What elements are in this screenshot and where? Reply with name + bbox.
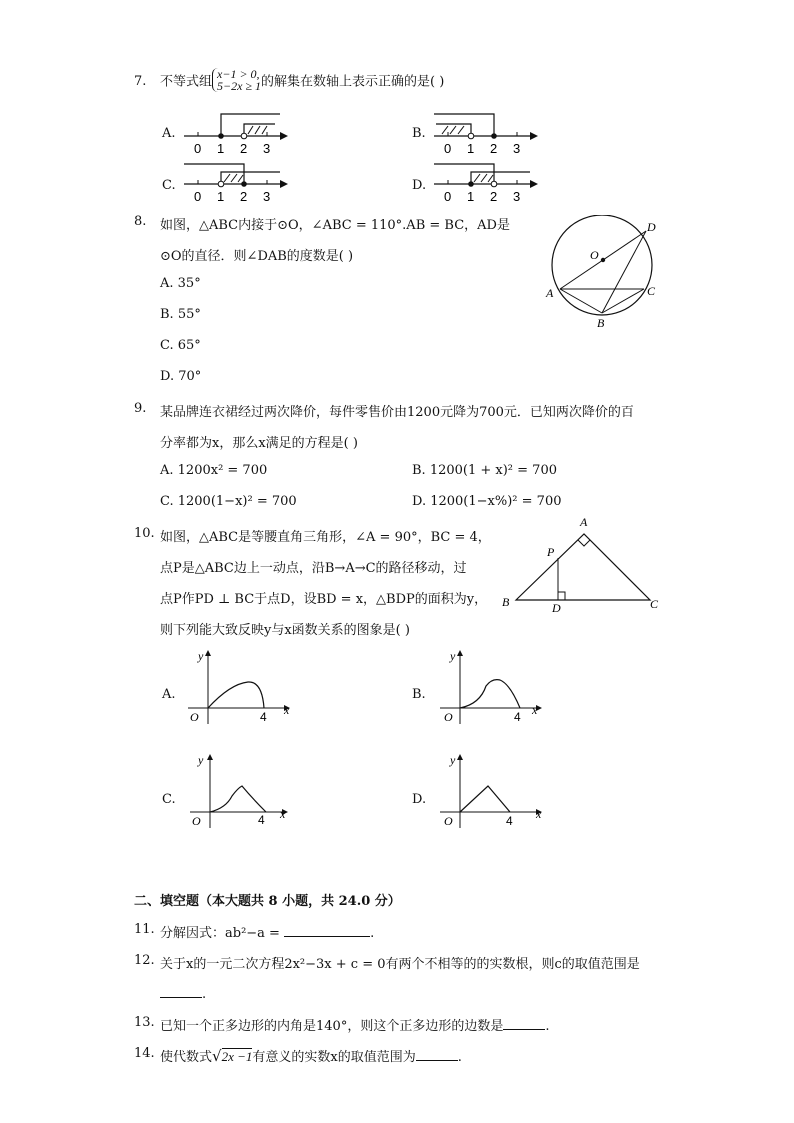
q10-stem-line2: 点P是△ABC边上一动点，沿B→A→C的路径移动，过 bbox=[160, 561, 467, 576]
tick-label: 2 bbox=[240, 141, 248, 156]
q8-option-a[interactable]: A. 35° bbox=[160, 276, 201, 291]
q10-stem-line3: 点P作PD ⊥ BC于点D，设BD = x，△BDP的面积为y， bbox=[160, 592, 488, 607]
tick-label: 4 bbox=[514, 710, 521, 724]
q10-triangle-figure bbox=[498, 512, 668, 612]
x-label: x bbox=[536, 807, 542, 821]
q14-number: 14. bbox=[134, 1046, 155, 1061]
label-a: A bbox=[546, 286, 554, 300]
q13-end: . bbox=[545, 1019, 550, 1034]
label-p: P bbox=[547, 545, 555, 559]
q7-stem bbox=[160, 68, 444, 92]
y-label: y bbox=[198, 753, 204, 767]
q10-option-c-label[interactable]: C. bbox=[162, 792, 176, 807]
q14-end: . bbox=[457, 1050, 462, 1065]
q10-stem-line1: 如图，△ABC是等腰直角三角形，∠A = 90°，BC = 4， bbox=[160, 530, 491, 545]
q9-stem-line1: 某品牌连衣裙经过两次降价，每件零售价由1200元降为700元．已知两次降价的百 bbox=[160, 405, 634, 420]
q8-option-d[interactable]: D. 70° bbox=[160, 369, 202, 384]
curve bbox=[460, 786, 510, 812]
sqrt-icon: √ bbox=[212, 1047, 222, 1065]
tick-label: 0 bbox=[444, 189, 452, 204]
curve bbox=[208, 682, 264, 708]
tick-label: 3 bbox=[263, 141, 271, 156]
curve bbox=[460, 680, 520, 708]
q10-stem-line4: 则下列能大致反映y与x函数关系的图象是( ) bbox=[160, 623, 410, 638]
center-dot bbox=[601, 258, 605, 262]
q7-number-line-c[interactable] bbox=[180, 160, 290, 210]
tick-label: 4 bbox=[260, 710, 267, 724]
q10-graph-c[interactable] bbox=[186, 752, 296, 832]
q8-stem-line1: 如图，△ABC内接于⊙O，∠ABC = 110°.AB = BC，AD是 bbox=[160, 218, 510, 233]
q13-answer-blank[interactable] bbox=[503, 1016, 545, 1030]
label-b: B bbox=[502, 595, 510, 609]
y-label: y bbox=[450, 753, 456, 767]
right-angle-mark-d bbox=[558, 592, 565, 600]
x-label: x bbox=[280, 807, 286, 821]
ray-right bbox=[221, 114, 280, 136]
q11-number: 11. bbox=[134, 922, 155, 937]
q12-stem-line2 bbox=[160, 984, 206, 1002]
q9-option-c[interactable]: C. 1200(1−x)² = 700 bbox=[160, 494, 297, 509]
q7-suffix: 的解集在数轴上表示正确的是( ) bbox=[261, 74, 445, 90]
q12-number: 12. bbox=[134, 953, 155, 968]
q7-number: 7. bbox=[134, 74, 147, 89]
q9-number: 9. bbox=[134, 401, 147, 416]
q8-number: 8. bbox=[134, 214, 147, 229]
q14-stem bbox=[160, 1046, 462, 1065]
origin-label: O bbox=[444, 710, 453, 724]
x-label: x bbox=[532, 703, 538, 717]
arrow-icon bbox=[530, 180, 538, 188]
q9-option-b[interactable]: B. 1200(1 + x)² = 700 bbox=[412, 463, 557, 478]
origin-label: O bbox=[444, 814, 453, 828]
section-title: 二、填空题（本大题共 8 小题，共 24.0 分） bbox=[134, 894, 401, 909]
label-c: C bbox=[650, 597, 659, 611]
label-d: D bbox=[552, 601, 561, 612]
tick-label: 0 bbox=[194, 189, 202, 204]
q7-number-line-b[interactable] bbox=[430, 108, 550, 158]
right-angle-mark-a bbox=[578, 540, 590, 546]
tick-label: 4 bbox=[258, 813, 265, 827]
q13-number: 13. bbox=[134, 1015, 155, 1030]
y-label: y bbox=[450, 649, 456, 663]
tick-label: 1 bbox=[217, 189, 225, 204]
arrow-icon bbox=[205, 650, 211, 656]
origin-label: O bbox=[192, 814, 201, 828]
q9-option-a[interactable]: A. 1200x² = 700 bbox=[160, 463, 268, 478]
hatch bbox=[474, 174, 493, 182]
open-dot bbox=[218, 181, 224, 187]
q7-option-c-label[interactable]: C. bbox=[162, 178, 176, 193]
open-dot bbox=[468, 133, 474, 139]
tick-label: 0 bbox=[444, 141, 452, 156]
q7-number-line-d[interactable] bbox=[430, 160, 550, 210]
tick-label: 2 bbox=[490, 189, 498, 204]
q13-text: 已知一个正多边形的内角是140°，则这个正多边形的边数是 bbox=[160, 1019, 504, 1034]
hatch bbox=[224, 174, 243, 182]
arrow-icon bbox=[207, 754, 213, 760]
label-c: C bbox=[647, 284, 656, 298]
tick-label: 1 bbox=[217, 141, 225, 156]
arrow-icon bbox=[457, 650, 463, 656]
q10-option-d-label[interactable]: D. bbox=[412, 792, 427, 807]
q8-stem-line2: ⊙O的直径．则∠DAB的度数是( ) bbox=[160, 249, 354, 264]
q7-sys-line2: 5−2x ≥ 1 bbox=[217, 79, 262, 93]
solid-dot bbox=[241, 181, 247, 187]
q9-stem-line2: 分率都为x，那么x满足的方程是( ) bbox=[160, 436, 358, 451]
q7-option-a-label[interactable]: A. bbox=[162, 126, 176, 141]
solid-dot bbox=[218, 133, 224, 139]
q8-option-b[interactable]: B. 55° bbox=[160, 307, 201, 322]
q14-answer-blank[interactable] bbox=[416, 1047, 458, 1061]
tick-label: 0 bbox=[194, 141, 202, 156]
q11-end: . bbox=[370, 926, 375, 941]
arrow-icon bbox=[280, 180, 288, 188]
y-label: y bbox=[198, 649, 204, 663]
solid-dot bbox=[468, 181, 474, 187]
ray-left bbox=[434, 164, 494, 184]
q11-stem bbox=[160, 922, 374, 941]
q14-radicand: 2x −1 bbox=[221, 1049, 253, 1064]
tick-label: 2 bbox=[490, 141, 498, 156]
q10-number: 10. bbox=[134, 526, 155, 541]
q14-suffix: 有意义的实数x的取值范围为 bbox=[252, 1050, 416, 1065]
q13-stem bbox=[160, 1015, 549, 1034]
q7-sys-line1: x−1 > 0, bbox=[217, 67, 260, 81]
q12-stem-line1: 关于x的一元二次方程2x²−3x + c = 0有两个不相等的的实数根，则c的取值范围是 bbox=[160, 957, 640, 972]
segment-ab bbox=[560, 289, 602, 313]
tick-label: 1 bbox=[467, 189, 475, 204]
q10-graph-b[interactable] bbox=[436, 648, 546, 728]
arrow-icon bbox=[457, 754, 463, 760]
q11-text: 分解因式：ab²−a = bbox=[160, 926, 285, 941]
q7-option-b-label[interactable]: B. bbox=[412, 126, 426, 141]
q8-option-c[interactable]: C. 65° bbox=[160, 338, 201, 353]
tick-label: 3 bbox=[263, 189, 271, 204]
arrow-icon bbox=[280, 132, 288, 140]
hatch bbox=[248, 126, 267, 134]
tick-label: 4 bbox=[506, 814, 513, 828]
triangle-abc bbox=[516, 534, 650, 600]
q10-option-a-label[interactable]: A. bbox=[162, 687, 176, 702]
q7-option-d-label[interactable]: D. bbox=[412, 178, 427, 193]
tick-label: 3 bbox=[513, 141, 521, 156]
label-d: D bbox=[647, 220, 656, 234]
circle-o bbox=[552, 215, 652, 315]
curve bbox=[210, 786, 266, 812]
q11-answer-blank[interactable] bbox=[284, 923, 370, 937]
label-a: A bbox=[580, 515, 588, 529]
ray-right bbox=[471, 172, 530, 184]
q12-end: . bbox=[202, 987, 207, 1002]
x-label: x bbox=[284, 703, 290, 717]
q9-option-d[interactable]: D. 1200(1−x%)² = 700 bbox=[412, 494, 562, 509]
tick-label: 3 bbox=[513, 189, 521, 204]
q10-graph-d[interactable] bbox=[436, 752, 552, 832]
q7-number-line-a[interactable] bbox=[180, 108, 290, 158]
q8-circle-figure bbox=[540, 215, 670, 335]
arrow-icon bbox=[530, 132, 538, 140]
tick-label: 1 bbox=[467, 141, 475, 156]
open-dot bbox=[241, 133, 247, 139]
open-dot bbox=[491, 181, 497, 187]
q10-option-b-label[interactable]: B. bbox=[412, 687, 426, 702]
solid-dot bbox=[491, 133, 497, 139]
q7-system bbox=[212, 68, 261, 92]
ray-right-2 bbox=[244, 124, 275, 136]
label-b: B bbox=[597, 316, 605, 330]
ray-right bbox=[221, 172, 280, 184]
label-o: O bbox=[590, 248, 599, 262]
hatch bbox=[442, 126, 464, 134]
origin-label: O bbox=[190, 710, 199, 724]
q10-graph-a[interactable] bbox=[184, 648, 294, 728]
q7-prefix: 不等式组 bbox=[160, 74, 213, 90]
ray-left bbox=[184, 164, 244, 184]
q14-prefix: 使代数式 bbox=[160, 1050, 213, 1065]
tick-label: 2 bbox=[240, 189, 248, 204]
q12-answer-blank[interactable] bbox=[160, 984, 202, 998]
